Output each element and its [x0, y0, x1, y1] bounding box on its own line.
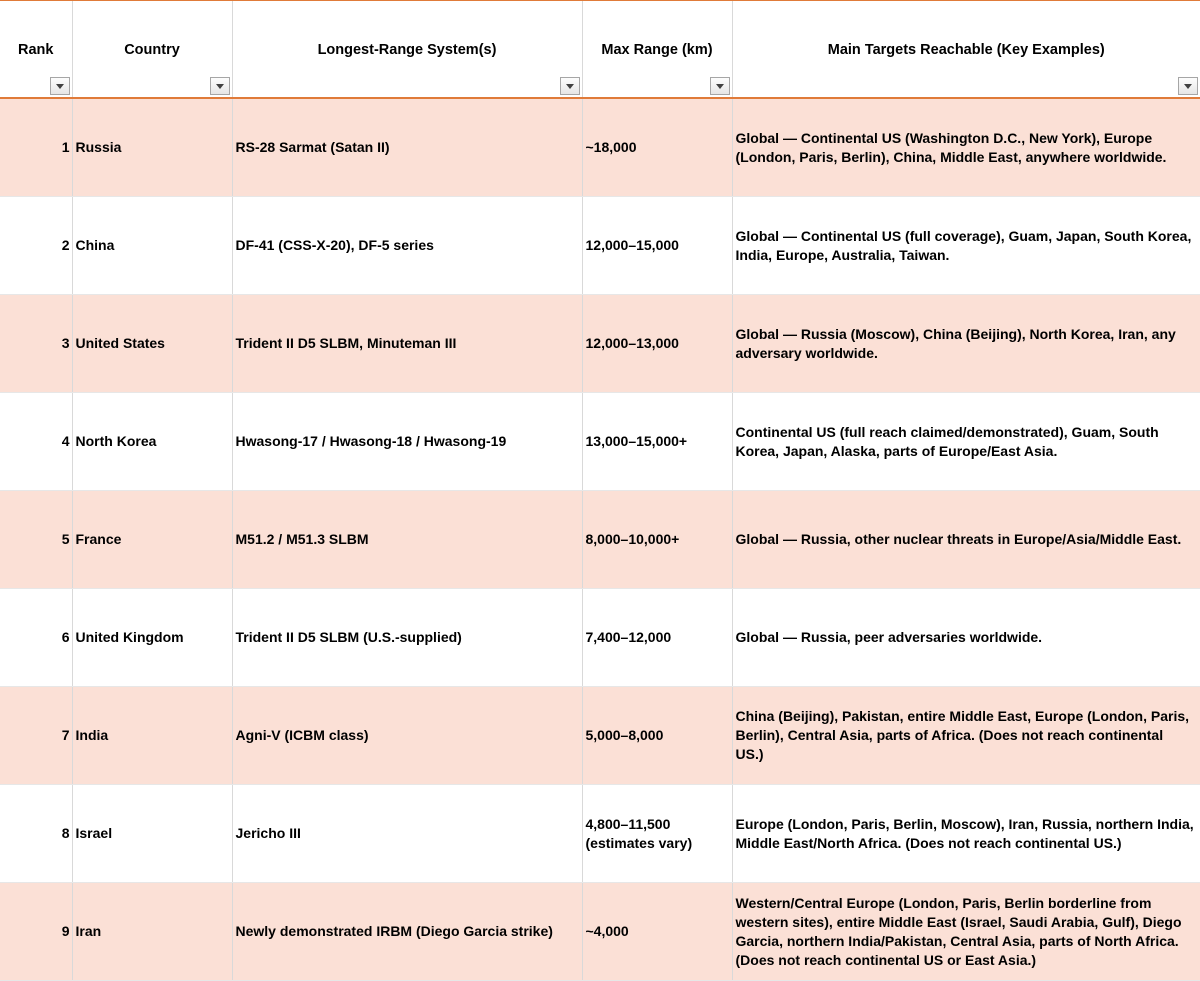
- cell-rank[interactable]: 3: [0, 295, 72, 393]
- cell-range[interactable]: 12,000–13,000: [582, 295, 732, 393]
- table-row: [0, 197, 1200, 295]
- header-country: [72, 1, 232, 98]
- cell-range[interactable]: 7,400–12,000: [582, 589, 732, 687]
- cell-rank[interactable]: 8: [0, 785, 72, 883]
- header-country-label: Country: [73, 41, 232, 59]
- header-rank: [0, 1, 72, 98]
- header-targets: [732, 1, 1200, 98]
- chevron-down-icon: [56, 84, 64, 89]
- cell-range[interactable]: ~4,000: [582, 883, 732, 981]
- cell-system[interactable]: RS-28 Sarmat (Satan II): [232, 98, 582, 197]
- missile-range-table: [0, 1, 1200, 981]
- cell-targets[interactable]: Global — Continental US (full coverage), Guam, Japan, South Korea, India, Europe, Australia, Taiwan.: [732, 197, 1200, 295]
- cell-system[interactable]: Newly demonstrated IRBM (Diego Garcia strike): [232, 883, 582, 981]
- cell-targets[interactable]: Europe (London, Paris, Berlin, Moscow), Iran, Russia, northern India, Middle East/North Africa. (Does not reach continental US.): [732, 785, 1200, 883]
- cell-system[interactable]: Trident II D5 SLBM, Minuteman III: [232, 295, 582, 393]
- cell-targets[interactable]: Global — Russia, peer adversaries worldwide.: [732, 589, 1200, 687]
- cell-targets[interactable]: Global — Continental US (Washington D.C., New York), Europe (London, Paris, Berlin), China, Middle East, anywhere worldwide.: [732, 98, 1200, 197]
- cell-targets[interactable]: China (Beijing), Pakistan, entire Middle East, Europe (London, Paris, Berlin), Central Asia, parts of Africa. (Does not reach continental US.): [732, 687, 1200, 785]
- cell-targets[interactable]: Global — Russia, other nuclear threats in Europe/Asia/Middle East.: [732, 491, 1200, 589]
- chevron-down-icon: [1184, 84, 1192, 89]
- table-row: [0, 883, 1200, 981]
- table-row: [0, 98, 1200, 197]
- table-row: [0, 589, 1200, 687]
- cell-targets[interactable]: Global — Russia (Moscow), China (Beijing), North Korea, Iran, any adversary worldwide.: [732, 295, 1200, 393]
- table-header: [0, 1, 1200, 98]
- cell-system[interactable]: Hwasong-17 / Hwasong-18 / Hwasong-19: [232, 393, 582, 491]
- cell-range[interactable]: ~18,000: [582, 98, 732, 197]
- cell-range[interactable]: 5,000–8,000: [582, 687, 732, 785]
- cell-country[interactable]: Israel: [72, 785, 232, 883]
- table-row: [0, 491, 1200, 589]
- filter-dropdown-range[interactable]: [710, 77, 730, 95]
- cell-targets[interactable]: Western/Central Europe (London, Paris, Berlin borderline from western sites), entire Middle East (Israel, Saudi Arabia, Gulf), Diego Garcia, northern India/Pakistan, Central Asia, parts of North Africa. (Does not reach continental US or East Asia.): [732, 883, 1200, 981]
- filter-dropdown-rank[interactable]: [50, 77, 70, 95]
- cell-system[interactable]: Trident II D5 SLBM (U.S.-supplied): [232, 589, 582, 687]
- table-row: [0, 295, 1200, 393]
- cell-targets[interactable]: Continental US (full reach claimed/demonstrated), Guam, South Korea, Japan, Alaska, parts of Europe/East Asia.: [732, 393, 1200, 491]
- table-row: [0, 393, 1200, 491]
- cell-country[interactable]: France: [72, 491, 232, 589]
- cell-rank[interactable]: 4: [0, 393, 72, 491]
- table-body: [0, 98, 1200, 981]
- cell-country[interactable]: North Korea: [72, 393, 232, 491]
- header-range: [582, 1, 732, 98]
- cell-system[interactable]: M51.2 / M51.3 SLBM: [232, 491, 582, 589]
- filter-dropdown-system[interactable]: [560, 77, 580, 95]
- cell-range[interactable]: 12,000–15,000: [582, 197, 732, 295]
- cell-country[interactable]: Iran: [72, 883, 232, 981]
- cell-rank[interactable]: 6: [0, 589, 72, 687]
- filter-dropdown-country[interactable]: [210, 77, 230, 95]
- header-system: [232, 1, 582, 98]
- cell-system[interactable]: Agni-V (ICBM class): [232, 687, 582, 785]
- filter-dropdown-targets[interactable]: [1178, 77, 1198, 95]
- cell-range[interactable]: 13,000–15,000+: [582, 393, 732, 491]
- cell-system[interactable]: Jericho III: [232, 785, 582, 883]
- chevron-down-icon: [716, 84, 724, 89]
- header-targets-label: Main Targets Reachable (Key Examples): [733, 41, 1200, 59]
- cell-country[interactable]: United States: [72, 295, 232, 393]
- cell-country[interactable]: United Kingdom: [72, 589, 232, 687]
- cell-rank[interactable]: 7: [0, 687, 72, 785]
- chevron-down-icon: [216, 84, 224, 89]
- cell-country[interactable]: India: [72, 687, 232, 785]
- cell-rank[interactable]: 5: [0, 491, 72, 589]
- table-row: [0, 687, 1200, 785]
- chevron-down-icon: [566, 84, 574, 89]
- header-row: [0, 1, 1200, 98]
- header-rank-label: Rank: [0, 41, 72, 59]
- cell-country[interactable]: Russia: [72, 98, 232, 197]
- cell-rank[interactable]: 1: [0, 98, 72, 197]
- cell-range[interactable]: 4,800–11,500 (estimates vary): [582, 785, 732, 883]
- cell-rank[interactable]: 2: [0, 197, 72, 295]
- header-range-label: Max Range (km): [583, 41, 732, 59]
- header-system-label: Longest-Range System(s): [233, 41, 582, 59]
- cell-country[interactable]: China: [72, 197, 232, 295]
- cell-range[interactable]: 8,000–10,000+: [582, 491, 732, 589]
- cell-rank[interactable]: 9: [0, 883, 72, 981]
- table-row: [0, 785, 1200, 883]
- cell-system[interactable]: DF-41 (CSS-X-20), DF-5 series: [232, 197, 582, 295]
